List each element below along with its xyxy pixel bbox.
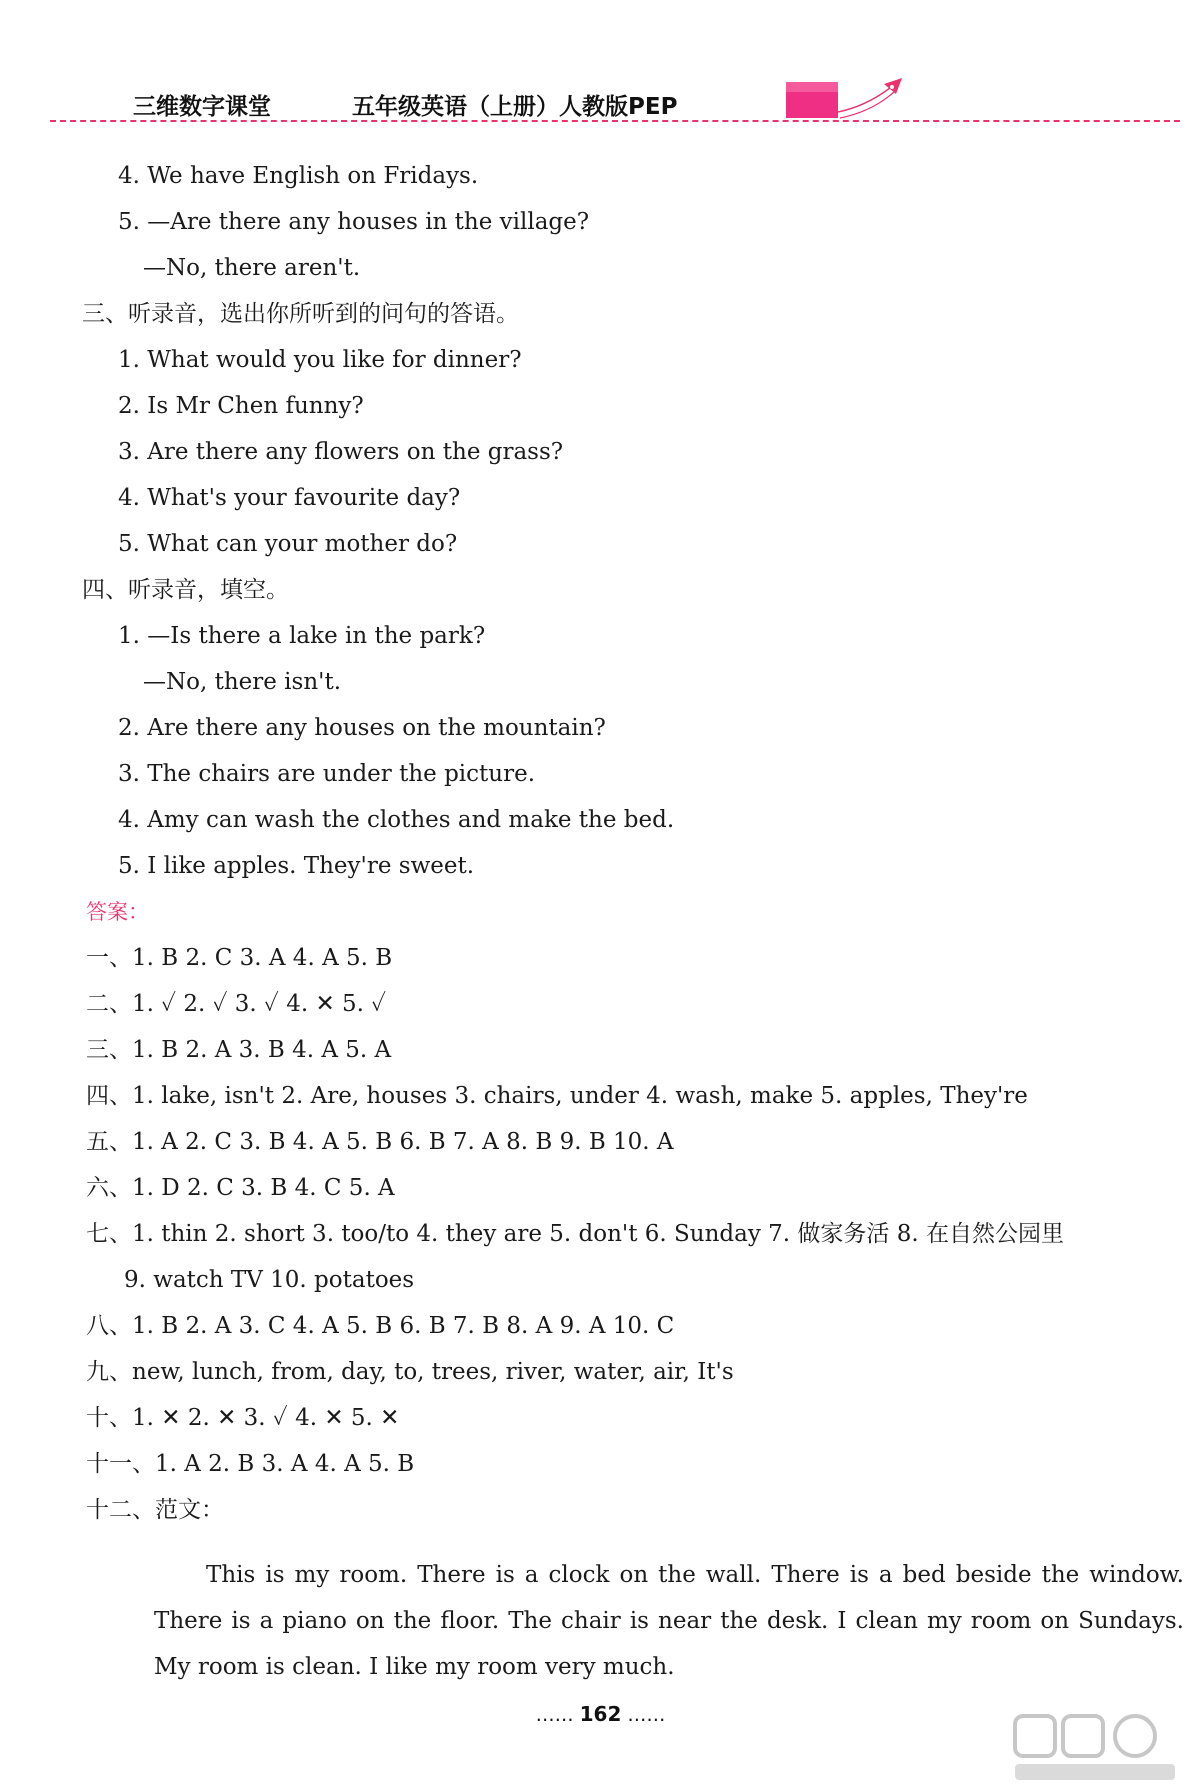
- header-dashed-rule: [50, 120, 1180, 122]
- list-item: 4. What's your favourite day?: [118, 485, 461, 511]
- listening-line: 4. We have English on Fridays.: [118, 163, 479, 189]
- answer-row: 六、1. D 2. C 3. B 4. C 5. A: [86, 1175, 395, 1201]
- list-item: 1. —Is there a lake in the park?: [118, 623, 486, 649]
- page-number: 162: [579, 1702, 622, 1726]
- answer-row: 二、1. ✓ 2. ✓ 3. ✓ 4. ✕ 5. ✓: [86, 991, 387, 1017]
- list-item: 3. The chairs are under the picture.: [118, 761, 536, 787]
- answer-row: 9. watch TV 10. potatoes: [124, 1267, 415, 1293]
- list-item: —No, there isn't.: [143, 669, 342, 695]
- answer-row: 七、1. thin 2. short 3. too/to 4. they are 5. don't 6. Sunday 7. 做家务活 8. 在自然公园里: [86, 1221, 1064, 1247]
- footer-dots-left: ……: [535, 1704, 574, 1726]
- answer-row: 一、1. B 2. C 3. A 4. A 5. B: [86, 945, 393, 971]
- answer-row: 十二、范文：: [86, 1497, 224, 1523]
- sample-essay: [154, 1552, 1184, 1690]
- rocket-decoration-icon: [786, 78, 906, 126]
- list-item: 2. Is Mr Chen funny?: [118, 393, 364, 419]
- section-title-3: 三、听录音，选出你所听到的问句的答语。: [82, 301, 519, 327]
- listening-line: 5. —Are there any houses in the village?: [118, 209, 590, 235]
- section-title-4: 四、听录音，填空。: [82, 577, 289, 603]
- answer-row: 五、1. A 2. C 3. B 4. A 5. B 6. B 7. A 8. B 9. B 10. A: [86, 1129, 674, 1155]
- answers-label: 答案：: [86, 900, 149, 924]
- list-item: 5. What can your mother do?: [118, 531, 458, 557]
- book-title: 五年级英语（上册）人教版PEP: [352, 94, 678, 120]
- list-item: 2. Are there any houses on the mountain?: [118, 715, 606, 741]
- answer-row: 三、1. B 2. A 3. B 4. A 5. A: [86, 1037, 392, 1063]
- list-item: 3. Are there any flowers on the grass?: [118, 439, 564, 465]
- footer-dots-right: ……: [627, 1704, 666, 1726]
- watermark-logo-icon: [1013, 1712, 1183, 1784]
- answer-row: 十、1. ✕ 2. ✕ 3. ✓ 4. ✕ 5. ✕: [86, 1405, 400, 1431]
- answer-row: 四、1. lake, isn't 2. Are, houses 3. chairs, under 4. wash, make 5. apples, They're: [86, 1083, 1028, 1109]
- answer-row: 九、new, lunch, from, day, to, trees, river, water, air, It's: [86, 1359, 734, 1385]
- series-title: 三维数字课堂: [133, 94, 271, 120]
- listening-line: —No, there aren't.: [143, 255, 361, 281]
- list-item: 4. Amy can wash the clothes and make the bed.: [118, 807, 675, 833]
- answer-row: 八、1. B 2. A 3. C 4. A 5. B 6. B 7. B 8. A 9. A 10. C: [86, 1313, 675, 1339]
- essay-text: This is my room. There is a clock on the wall. There is a bed beside the window. There is a piano on the floor. The chair is near the desk. I clean my room on Sundays. My room is clean. I like my room very much.: [154, 1562, 1184, 1680]
- list-item: 1. What would you like for dinner?: [118, 347, 522, 373]
- list-item: 5. I like apples. They're sweet.: [118, 853, 475, 879]
- answer-row: 十一、1. A 2. B 3. A 4. A 5. B: [86, 1451, 415, 1477]
